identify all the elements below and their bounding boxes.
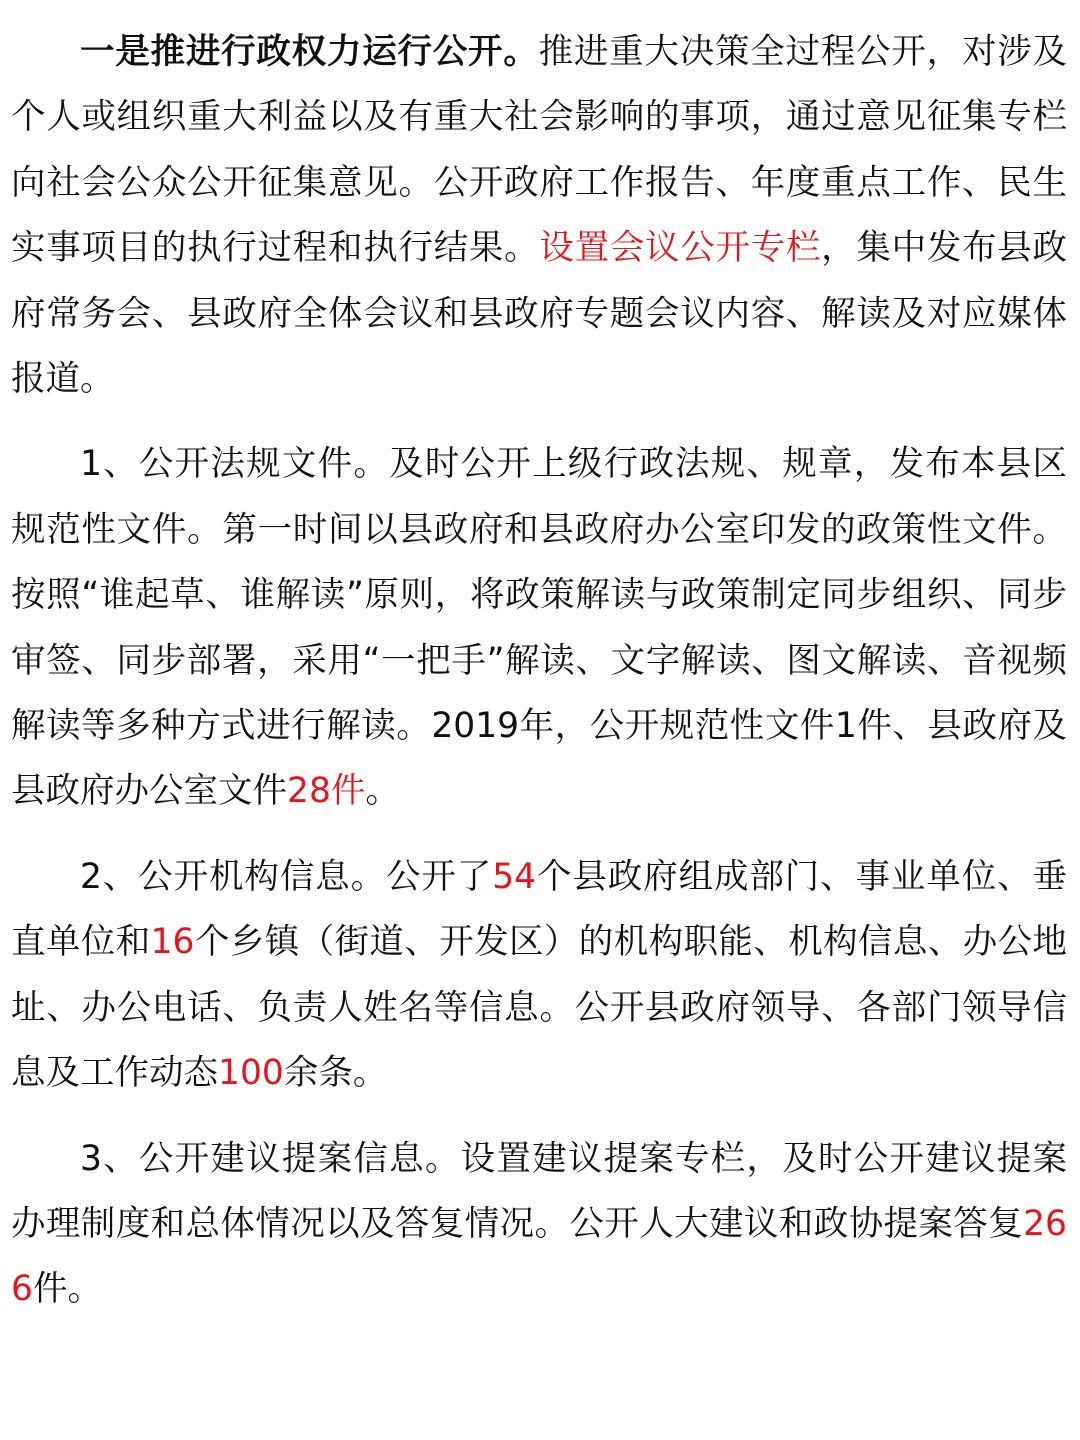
highlight-number: 16 (150, 922, 195, 963)
paragraph-text: 。 (365, 771, 400, 812)
paragraph-text: 个县政府组成部门、事业单位、垂直单位和 (11, 856, 1068, 963)
paragraph-text: 2、公开机构信息。公开了 (80, 856, 493, 897)
paragraph-power-operation (11, 20, 1067, 412)
paragraph-text: 推进重大决策全过程公开，对涉及个人或组织重大利益以及有重大社会影响的事项，通过意见征集专栏向社会公众公开征集意见。公开政府工作报告、年度重点工作、民生实事项目的执行过程和执行结果。 (11, 32, 1068, 269)
highlight-number: 54 (492, 856, 537, 897)
paragraph-text: 个乡镇（街道、开发区）的机构职能、机构信息、办公地址、办公电话、负责人姓名等信息。公开县政府领导、各部门领导信息及工作动态 (11, 922, 1068, 1094)
paragraph-text: 3、公开建议提案信息。设置建议提案专栏，及时公开建议提案办理制度和总体情况以及答复情况。公开人大建议和政协提案答复 (11, 1138, 1067, 1244)
highlight-number: 28件 (287, 771, 366, 812)
paragraph-regulation-documents (11, 432, 1067, 824)
paragraph-text: 余条。 (283, 1053, 388, 1094)
highlight-text: 设置会议公开专栏 (539, 228, 822, 269)
paragraph-text: 1、公开法规文件。及时公开上级行政法规、规章，发布本县区规范性文件。第一时间以县政府和县政府办公室印发的政策性文件。按照“谁起草、谁解读”原则，将政策解读与政策制定同步组织、同步审签、同步部署，采用“一把手”解读、文字解读、图文解读、音视频解读等多种方式进行解读。2019年，公开规范性文件1件、县政府及县政府办公室文件 (11, 444, 1067, 812)
highlight-number: 266 (11, 1203, 1067, 1310)
highlight-number: 100 (218, 1053, 284, 1094)
paragraph-proposal-info (11, 1127, 1067, 1323)
paragraph-institution-info (11, 845, 1067, 1107)
paragraph-heading: 一是推进行政权力运行公开。 (80, 32, 539, 72)
paragraph-text: ，集中发布县政府常务会、县政府全体会议和县政府专题会议内容、解读及对应媒体报道。 (11, 228, 1068, 400)
document-body (11, 20, 1067, 1323)
paragraph-text: 件。 (32, 1269, 102, 1310)
